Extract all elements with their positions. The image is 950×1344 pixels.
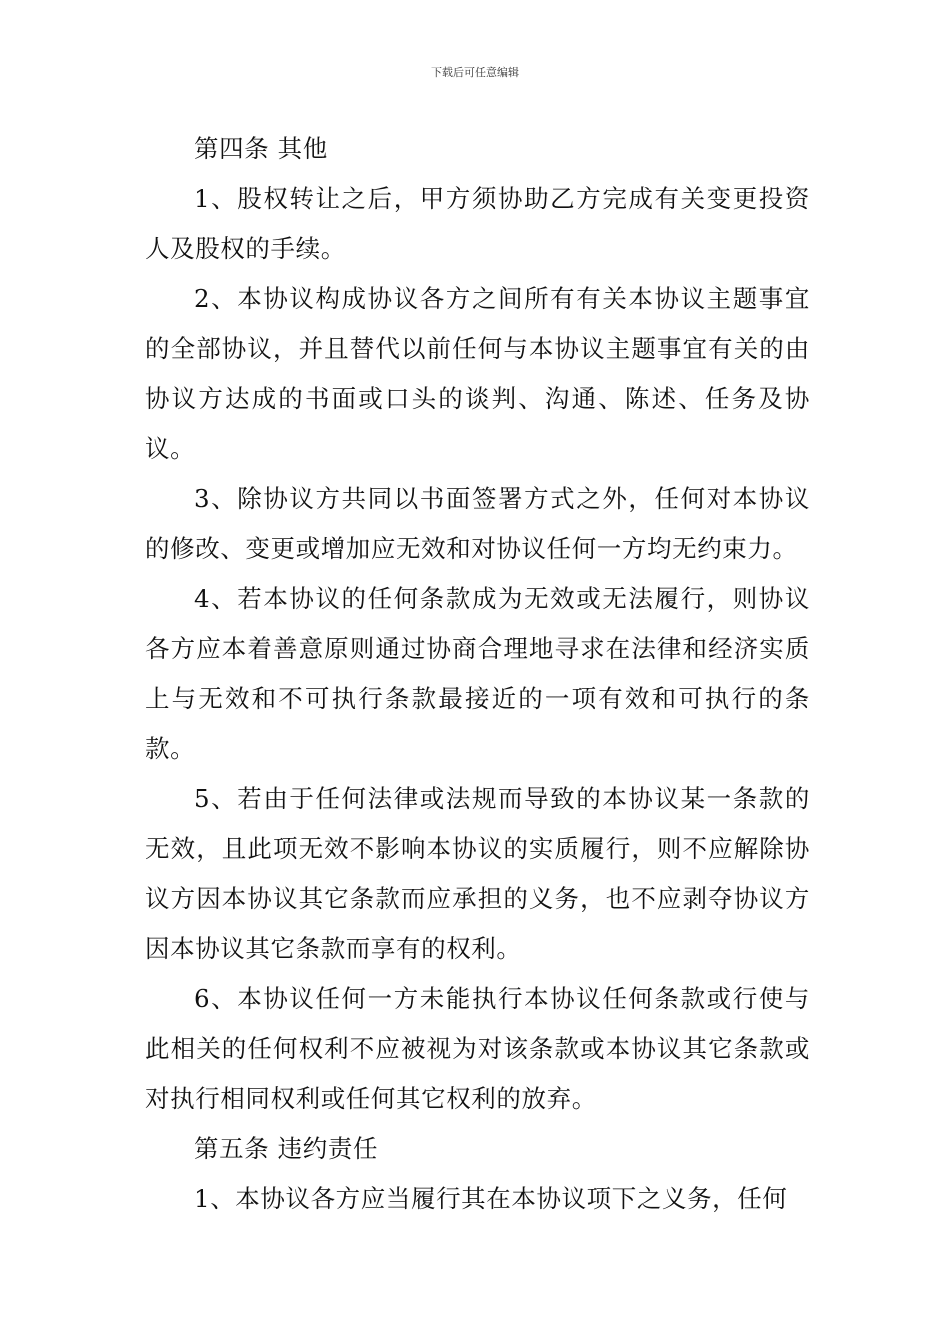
- paragraph-item-1: 1、股权转让之后，甲方须协助乙方完成有关变更投资人及股权的手续。: [145, 184, 810, 263]
- paragraph-item-2: 2、本协议构成协议各方之间所有有关本协议主题事宜的全部协议，并且替代以前任何与本协议主题事宜有关的由协议方达成的书面或口头的谈判、沟通、陈述、任务及协议。: [145, 284, 810, 463]
- paragraph-item-6: 6、本协议任何一方未能执行本协议任何条款或行使与此相关的任何权利不应被视为对该条款或本协议其它条款或对执行相同权利或任何其它权利的放弃。: [145, 984, 810, 1113]
- paragraph-item-5: 5、若由于任何法律或法规而导致的本协议某一条款的无效，且此项无效不影响本协议的实质履行，则不应解除协议方因本协议其它条款而应承担的义务，也不应剥夺协议方因本协议其它条款而享有的权利。: [145, 784, 810, 963]
- document-body: [145, 124, 810, 1224]
- section-heading-article-4: 第四条 其他: [194, 134, 328, 163]
- paragraph-item-4: 4、若本协议的任何条款成为无效或无法履行，则协议各方应本着善意原则通过协商合理地寻求在法律和经济实质上与无效和不可执行条款最接近的一项有效和可执行的条款。: [145, 584, 810, 763]
- paragraph-item-article-5-1: 1、本协议各方应当履行其在本协议项下之义务，任何: [194, 1184, 788, 1213]
- section-heading-article-5: 第五条 违约责任: [194, 1134, 379, 1163]
- page-header: 下载后可任意编辑: [431, 66, 519, 79]
- paragraph-item-3: 3、除协议方共同以书面签署方式之外，任何对本协议的修改、变更或增加应无效和对协议任何一方均无约束力。: [145, 484, 810, 563]
